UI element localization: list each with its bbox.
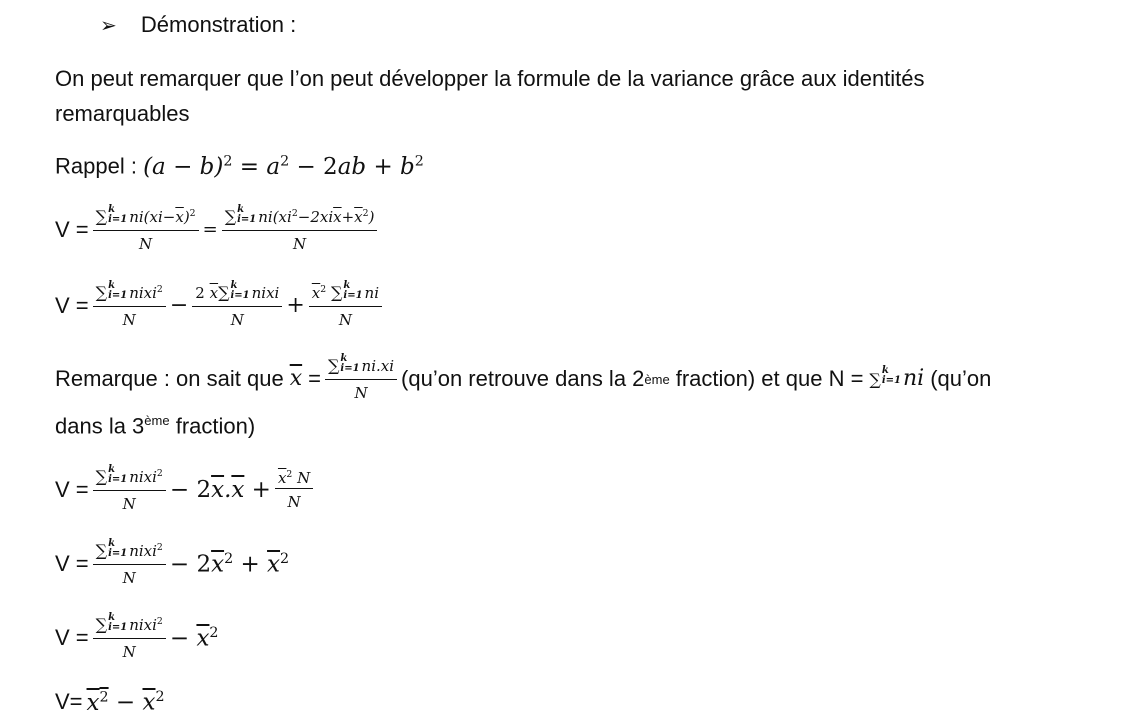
fraction: ∑ k i=1 $ni(xi^2-2xi\overline{x}+\overline{x}^2)$ N bbox=[222, 208, 378, 252]
intro-line-1: On peut remarquer que l’on peut développer la formule de la variance grâce aux identités bbox=[55, 66, 925, 91]
fraction: $\overline{x}^2$ ∑ k i=1 ni N bbox=[309, 284, 382, 328]
bullet-arrow-icon: ➢ bbox=[100, 15, 117, 37]
variance-eq-2: V = ∑ k i=1 nixi$^2$ N − 2 $\overline{x}\sum$ k i=1 nixi N + $\overline{x}^2$ ∑ k i=1 ni N bbox=[55, 284, 386, 328]
rappel-label: Rappel : bbox=[55, 153, 137, 179]
remark-line-2: dans la 3ème fraction) bbox=[55, 413, 256, 439]
remark-mid-1: (qu’on retrouve dans la 2 bbox=[401, 366, 645, 391]
v-label-final: V= bbox=[55, 689, 83, 715]
fraction: 2 $\overline{x}\sum$ k i=1 nixi N bbox=[192, 284, 282, 328]
fraction: ∑ k i=1 ni.xi N bbox=[325, 357, 397, 401]
rappel-line bbox=[55, 154, 424, 179]
v-label: V = bbox=[55, 551, 89, 576]
variance-final: V= $x^2 - \overline{x}^2$ bbox=[55, 689, 165, 716]
fraction: ∑ k i=1 $ni(xi-\overline{x})^2$ N bbox=[93, 208, 199, 252]
heading-title: Démonstration : bbox=[140, 12, 297, 37]
v-label: V = bbox=[55, 293, 89, 318]
v-label: V = bbox=[55, 477, 89, 502]
v-label: V = bbox=[55, 217, 89, 242]
identity-formula: $(a - b)^2 = a^2 - 2ab + b^2$ bbox=[143, 153, 424, 180]
variance-eq-3: V = ∑ k i=1 nixi$^2$ N − $2\overline{x}.\overline{x}$ + $\frac{\overline{x}^2 N}{N}$ bbox=[55, 468, 317, 512]
remark-lead: Remarque : on sait que bbox=[55, 366, 284, 391]
fraction: ∑ k i=1 nixi$^2$ N bbox=[93, 284, 166, 328]
intro-line-2: remarquables bbox=[55, 101, 190, 126]
fraction: $\frac{\overline{x}^2 N}{N}$ bbox=[275, 470, 313, 511]
remark-mid-2: fraction) et que N = bbox=[675, 366, 864, 391]
demonstration-heading bbox=[100, 14, 296, 36]
fraction: ∑ k i=1 nixi$^2$ N bbox=[93, 468, 166, 512]
remark-tail: (qu’on bbox=[930, 366, 992, 391]
variance-eq-4: V = ∑ k i=1 nixi$^2$ N − $2\overline{x}^2 + \overline{x}^2$ bbox=[55, 538, 290, 587]
remark-line-1: Remarque : on sait que $\overline{x}$ = ∑ k i=1 ni.xi N (qu’on retrouve dans la 2 ème fraction) et que N = ∑ k i=1 ni (qu’on bbox=[55, 353, 992, 402]
v-label: V = bbox=[55, 625, 89, 650]
variance-eq-1: V = ∑ k i=1 $ni(xi-\overline{x})^2$ N = ∑ k i=1 $ni(xi^2-2xi\overline{x}+\overline{x}^2)$ N bbox=[55, 208, 381, 252]
variance-eq-5: V = ∑ k i=1 nixi$^2$ N − $\overline{x}^2$ bbox=[55, 612, 219, 661]
fraction: ∑ k i=1 nixi$^2$ N bbox=[93, 616, 166, 660]
fraction: ∑ k i=1 nixi$^2$ N bbox=[93, 542, 166, 586]
